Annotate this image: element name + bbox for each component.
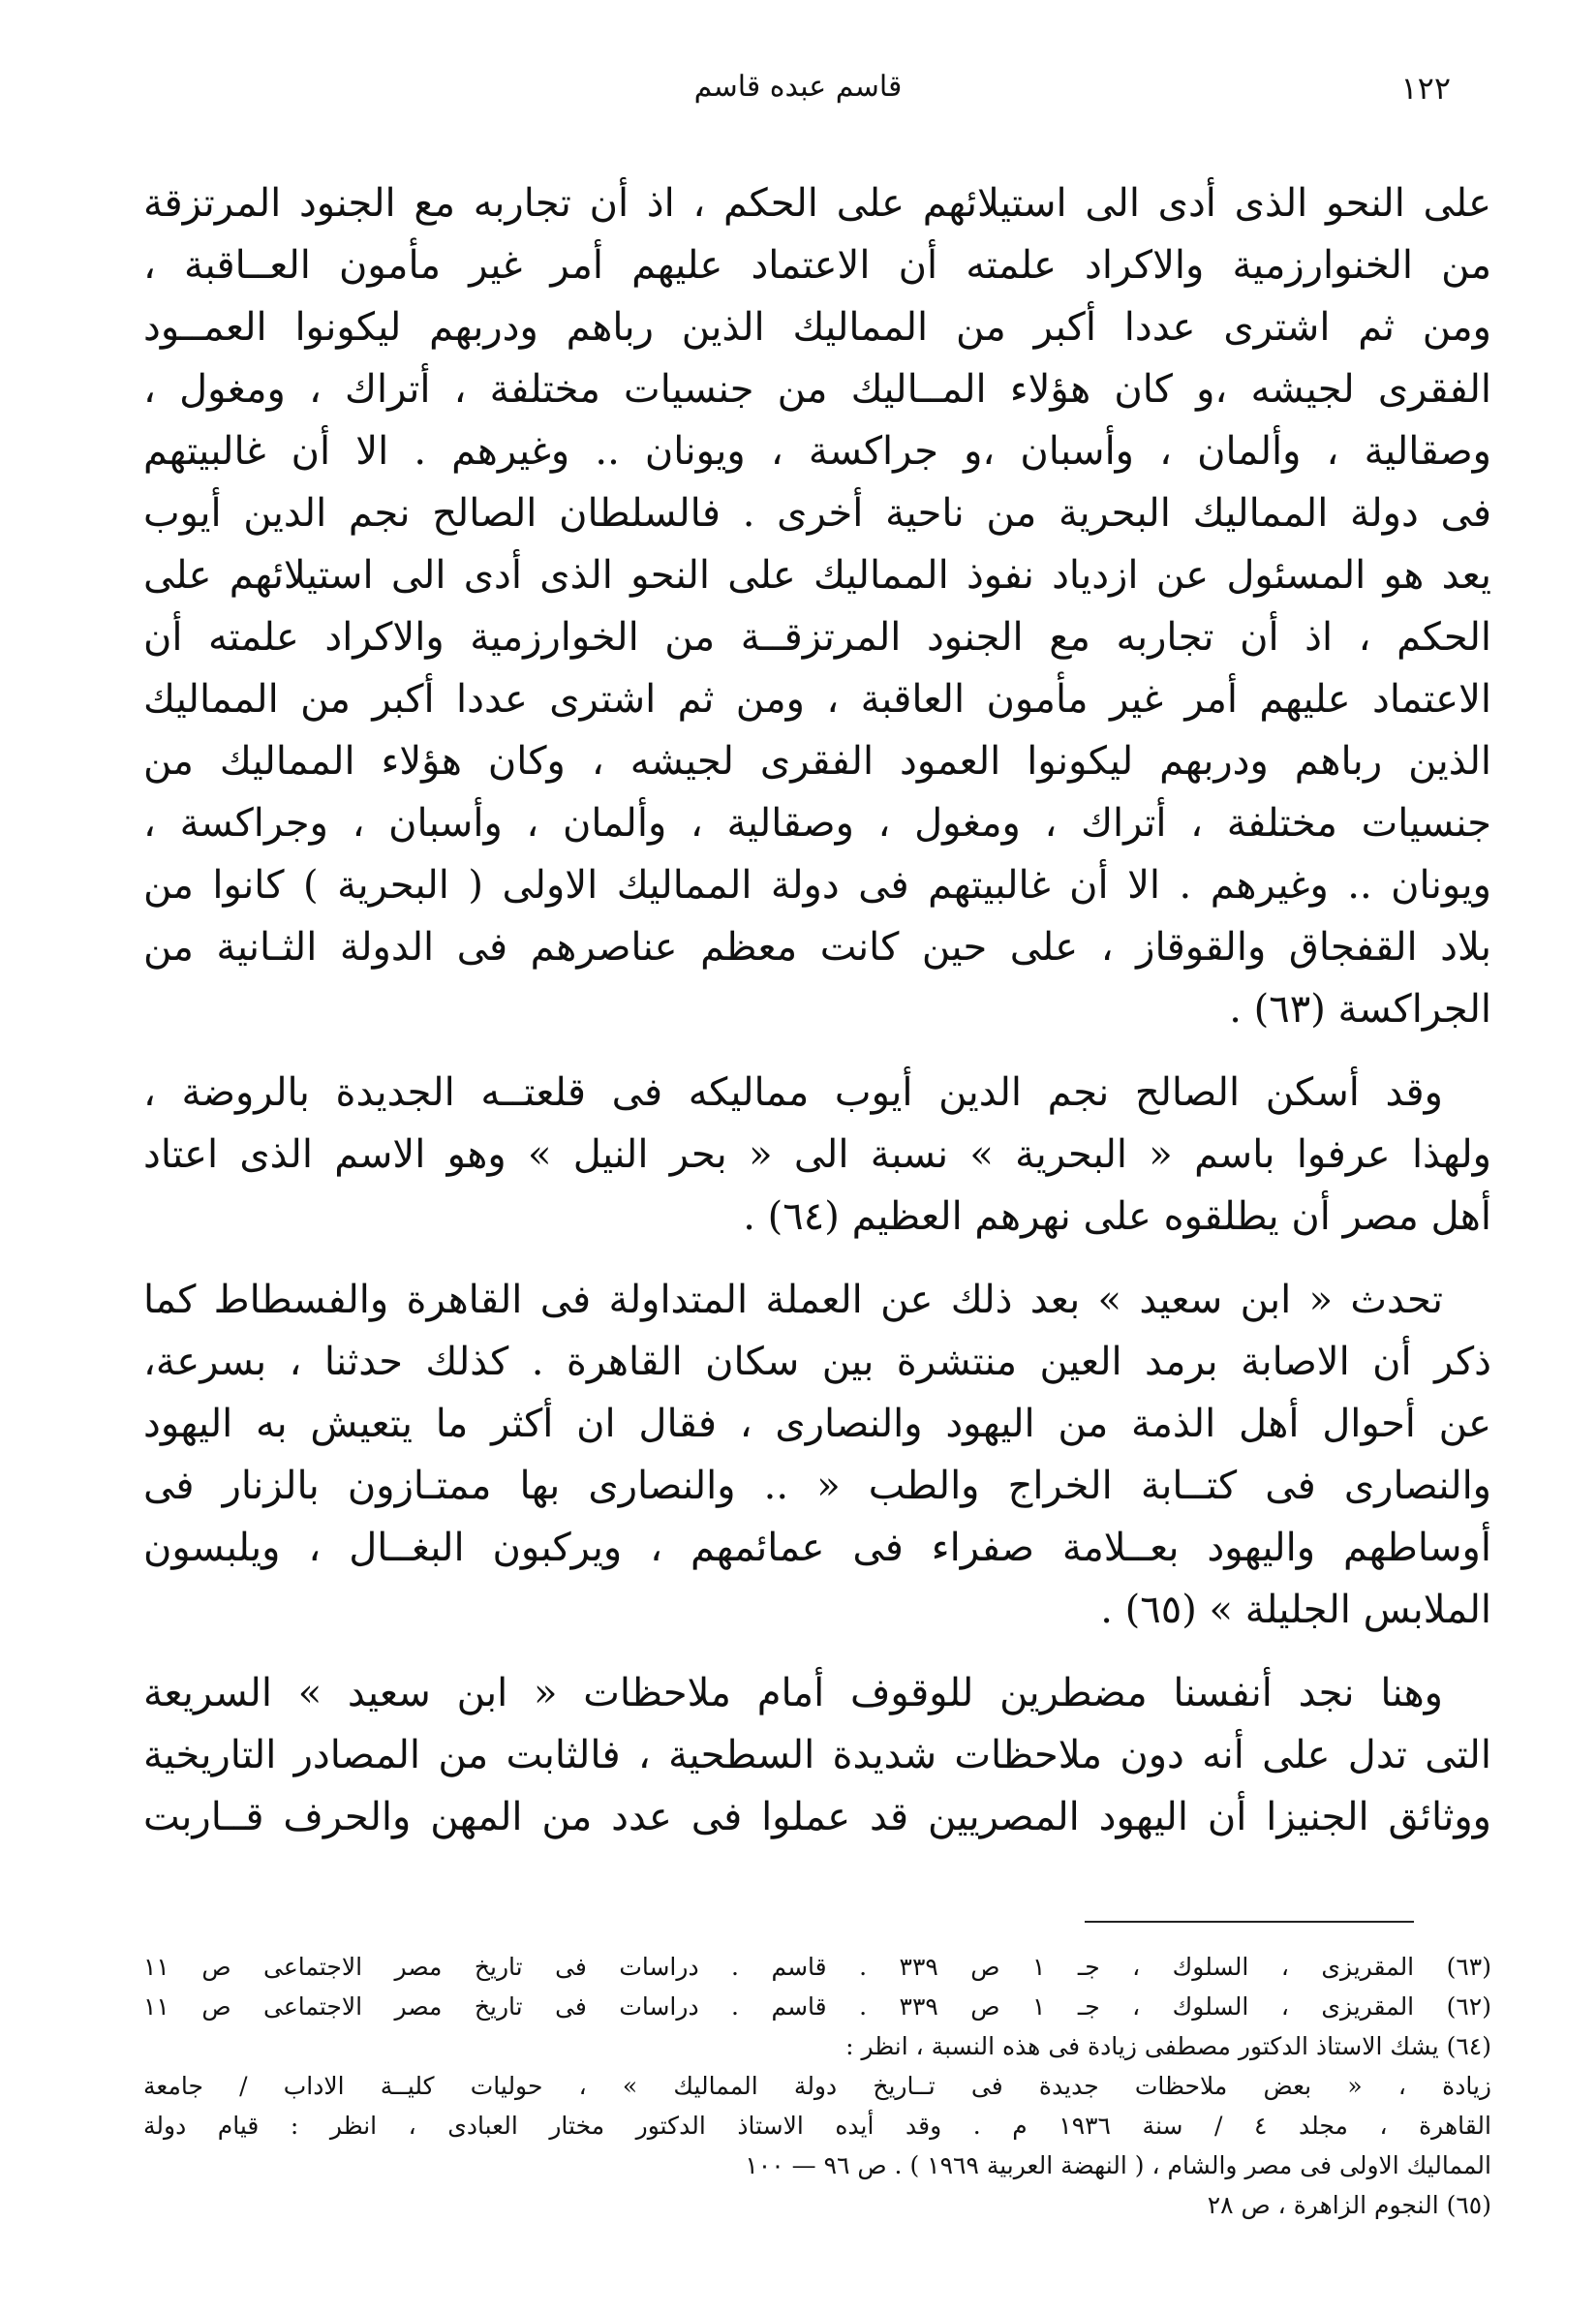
main-text — [143, 172, 1491, 1848]
footnote-63: (٦٣) المقريزى ، السلوك ، جـ ١ ص ٣٣٩ . قاسم . دراسات فى تاريخ مصر الاجتماعى ص ١١ — [143, 1953, 1491, 1981]
paragraph-2 — [143, 1062, 1491, 1248]
text-line: ولهذا عرفوا باسم « البحرية » نسبة الى « بحر النيل » وهو الاسم الذى اعتاد — [143, 1132, 1491, 1177]
text-line: فى دولة المماليك البحرية من ناحية أخرى . فالسلطان الصالح نجم الدين أيوب — [143, 491, 1491, 536]
text-line: ومن ثم اشترى عددا أكبر من المماليك الذين رباهم ودربهم ليكونوا العمــود — [143, 305, 1491, 350]
text-line: تحدث « ابن سعيد » بعد ذلك عن العملة المتداولة فى القاهرة والفسطاط كما — [143, 1278, 1443, 1322]
footnote-64: (٦٤) يشك الاستاذ الدكتور مصطفى زيادة فى هذه النسبة ، انظر : — [845, 2032, 1491, 2060]
text-line: ووثائق الجنيزا أن اليهود المصريين قد عملوا فى عدد من المهن والحرف قــاربت — [143, 1795, 1491, 1839]
text-line: التى تدل على أنه دون ملاحظات شديدة السطحية ، فالثابت من المصادر التاريخية — [143, 1733, 1491, 1777]
text-line: يعد هو المسئول عن ازدياد نفوذ المماليك على النحو الذى أدى الى استيلائهم على — [143, 553, 1491, 598]
text-line: ذكر أن الاصابة برمد العين منتشرة بين سكان القاهرة . كذلك حدثنا ، بسرعة، — [143, 1340, 1491, 1384]
text-line: أهل مصر أن يطلقوه على نهرهم العظيم (٦٤) . — [743, 1194, 1491, 1239]
text-line: وقد أسكن الصالح نجم الدين أيوب مماليكه فى قلعتــه الجديدة بالروضة ، — [143, 1070, 1443, 1115]
text-line: بلاد القفجاق والقوقاز ، على حين كانت معظم عناصرهم فى الدولة الثـانية من — [143, 925, 1491, 970]
footnote-64-continued: القاهرة ، مجلد ٤ / سنة ١٩٣٦ م . وقد أيده الاستاذ الدكتور مختار العبادى ، انظر : قيام دولة — [143, 2112, 1491, 2140]
text-line: الاعتماد عليهم أمر غير مأمون العاقبة ، ومن ثم اشترى عددا أكبر من المماليك — [143, 677, 1491, 722]
text-line: أوساطهم واليهود بعــلامة صفراء فى عمائمهم ، ويركبون البغــال ، ويلبسون — [143, 1526, 1491, 1570]
page-number: ١٢٢ — [1400, 70, 1451, 107]
footnotes — [143, 1947, 1491, 2225]
text-line: وهنا نجد أنفسنا مضطرين للوقوف أمام ملاحظات « ابن سعيد » السريعة — [143, 1671, 1443, 1715]
text-line: جنسيات مختلفة ، أتراك ، ومغول ، وصقالية ، وألمان ، وأسبان ، وجراكسة ، — [143, 801, 1491, 846]
page-header — [145, 70, 1451, 118]
footnote-64-continued: زيادة ، « بعض ملاحظات جديدة فى تــاريخ دولة المماليك » ، حوليات كليــة الاداب / جامعة — [143, 2072, 1491, 2100]
footnote-64-continued: المماليك الاولى فى مصر والشام ، ( النهضة العربية ١٩٦٩ ) . ص ٩٦ — ١٠٠ — [745, 2151, 1491, 2179]
paragraph-4 — [143, 1662, 1491, 1848]
text-line: ويونان .. وغيرهم . الا أن غالبيتهم فى دولة المماليك الاولى ( البحرية ) كانوا من — [143, 863, 1491, 908]
text-line: وصقالية ، وألمان ، وأسبان ،و جراكسة ، ويونان .. وغيرهم . الا أن غالبيتهم — [143, 429, 1491, 474]
text-line: الفقرى لجيشه ،و كان هؤلاء المــاليك من جنسيات مختلفة ، أتراك ، ومغول ، — [143, 367, 1491, 412]
footnote-65: (٦٥) النجوم الزاهرة ، ص ٢٨ — [1207, 2191, 1491, 2219]
running-title: قاسم عبده قاسم — [693, 70, 903, 104]
text-line: الذين رباهم ودربهم ليكونوا العمود الفقرى لجيشه ، وكان هؤلاء المماليك من — [143, 739, 1491, 784]
text-line: والنصارى فى كتــابة الخراج والطب « .. والنصارى بها ممتـازون بالزنار فى — [143, 1464, 1491, 1508]
paragraph-1 — [143, 172, 1491, 1040]
text-line: الملابس الجليلة » (٦٥) . — [1100, 1588, 1491, 1632]
text-line: عن أحوال أهل الذمة من اليهود والنصارى ، فقال ان أكثر ما يتعيش به اليهود — [143, 1402, 1491, 1446]
text-line: من الخنوارزمية والاكراد علمته أن الاعتماد عليهم أمر غير مأمون العــاقبة ، — [143, 243, 1491, 288]
text-line: الجراكسة (٦٣) . — [1229, 987, 1491, 1032]
footnote-divider — [1085, 1921, 1414, 1923]
text-line: على النحو الذى أدى الى استيلائهم على الحكم ، اذ أن تجاربه مع الجنود المرتزقة — [143, 181, 1491, 226]
footnote-62: (٦٢) المقريزى ، السلوك ، جـ ١ ص ٣٣٩ . قاسم . دراسات فى تاريخ مصر الاجتماعى ص ١١ — [143, 1992, 1491, 2021]
text-line: الحكم ، اذ أن تجاربه مع الجنود المرتزقــة من الخوارزمية والاكراد علمته أن — [143, 615, 1491, 660]
paragraph-3 — [143, 1269, 1491, 1641]
